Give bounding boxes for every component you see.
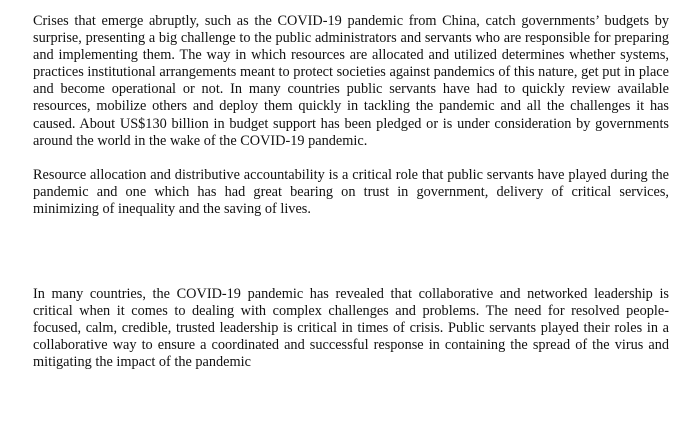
paragraph-resource-allocation: Resource allocation and distributive accountability is a critical role that public servants have played during the pandemic and one which has had great bearing on trust in government, delivery of critical services, minimizing of inequality and the saving of lives. [33, 166, 669, 217]
paragraph-collaborative-leadership: In many countries, the COVID-19 pandemic has revealed that collaborative and networked leadership is critical when it comes to dealing with complex challenges and problems. The need for resolved people-focused, calm, credible, trusted leadership is critical in times of crisis. Public servants played their roles in a collaborative way to ensure a coordinated and successful response in containing the spread of the virus and mitigating the impact of the pandemic [33, 286, 669, 371]
document-body [33, 13, 669, 372]
paragraph-budget-crisis: Crises that emerge abruptly, such as the COVID-19 pandemic from China, catch governments’ budgets by surprise, presenting a big challenge to the public administrators and servants who are responsible for preparing and implementing them. The way in which resources are allocated and utilized determines whether systems, practices institutional arrangements meant to protect societies against pandemics of this nature, get put in place and become operational or not. In many countries public servants have had to quickly review available resources, mobilize others and deploy them quickly in tackling the pandemic and all the challenges it has caused. About US$130 billion in budget support has been pledged or is under consideration by governments around the world in the wake of the COVID-19 pandemic. [33, 13, 669, 149]
